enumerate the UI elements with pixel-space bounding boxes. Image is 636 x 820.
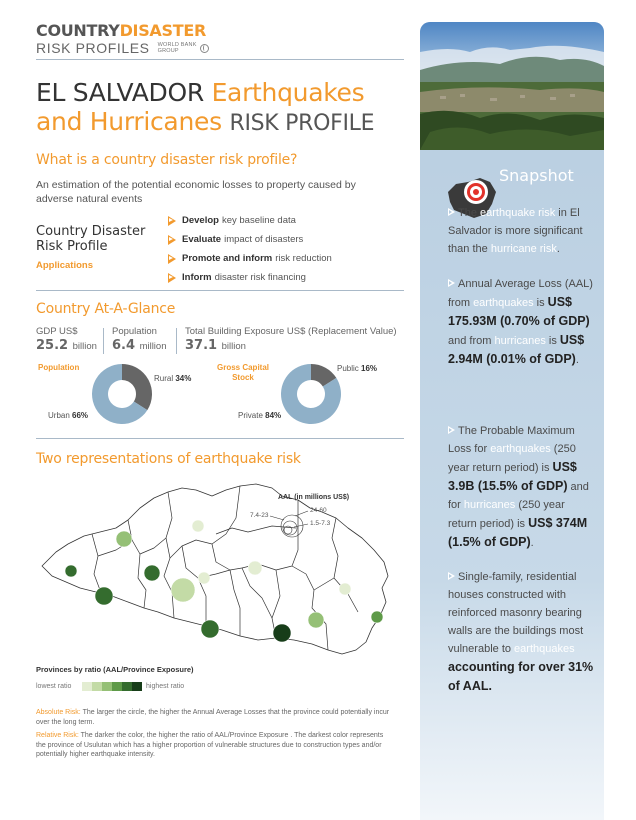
- gdp-number: 25.2: [36, 338, 69, 353]
- slice-value: 34%: [175, 374, 192, 383]
- item-text: disaster risk financing: [214, 272, 306, 283]
- slice-name: Urban: [48, 411, 70, 420]
- gdp-label: GDP US$: [36, 326, 78, 337]
- gdp-stat: [36, 326, 97, 355]
- absolute-risk-text: The larger the circle, the higher the Annual Average Losses that the province could potentially incur over the long term.: [36, 709, 390, 726]
- province-marker: [339, 583, 351, 595]
- item-text: key baseline data: [221, 215, 296, 226]
- globe-icon: [200, 44, 209, 53]
- legend-swatch: [92, 682, 102, 691]
- snapshot-point-4: [448, 568, 594, 696]
- stock-title-line1: Gross Capital: [216, 363, 269, 372]
- legend-swatch: [102, 682, 112, 691]
- logo-subtitle: [36, 40, 209, 56]
- relative-risk-label: Relative Risk:: [36, 732, 79, 739]
- divider: [36, 290, 404, 291]
- province-marker: [308, 612, 324, 628]
- donut-slice-rural: [122, 364, 152, 410]
- emphasis: US$ 3.9B (15.5% of GDP): [448, 460, 577, 493]
- urban-label: [48, 411, 88, 420]
- triangle-bullet-icon: [448, 426, 455, 434]
- list-item: [168, 249, 332, 268]
- text: (250 year return period) is: [448, 443, 576, 474]
- divider: [36, 438, 404, 439]
- triangle-bullet-icon: [168, 254, 176, 264]
- slice-value: 16%: [361, 364, 378, 373]
- gdp-value: [36, 338, 97, 355]
- province-marker: [171, 578, 195, 602]
- profile-line2: Risk Profile: [36, 239, 108, 254]
- triangle-bullet-icon: [448, 572, 455, 580]
- logo-disaster: DISASTER: [119, 21, 207, 40]
- province-marker: [65, 565, 77, 577]
- province-marker: [144, 565, 160, 581]
- applications-label: Applications: [36, 260, 94, 271]
- aal-legend-label: 24-60: [310, 507, 327, 514]
- text: in El Salvador is more significant than the: [448, 207, 583, 255]
- slice-name: Public: [337, 364, 359, 373]
- emphasis: US$ 2.94M (0.01% of GDP): [448, 333, 585, 366]
- exposure-stat: [185, 326, 397, 355]
- quake-heading: Two representations of earthquake risk: [36, 451, 301, 467]
- slice-value: 66%: [72, 411, 89, 420]
- snapshot-point-3: [448, 422, 594, 552]
- relative-risk-text: The darker the color, the higher the ratio of AAL/Province Exposure . The darkest color represents the province of Usulutan which has a higher proportion of vulnerable structures due to construction types and/or potentially higher earthquake intensity.: [36, 732, 384, 758]
- legend-swatch: [132, 682, 142, 691]
- emphasis: US$ 175.93M (0.70% of GDP): [448, 295, 590, 328]
- snapshot-point-2: [448, 275, 594, 369]
- text: The: [458, 207, 481, 219]
- logo-country: COUNTRY: [36, 21, 120, 40]
- highlight: earthquakes: [490, 443, 551, 455]
- highlight: earthquakes: [473, 297, 534, 309]
- ratio-legend-title: Provinces by ratio (AAL/Province Exposure): [36, 665, 194, 674]
- landscape-photo: [420, 22, 604, 150]
- emphasis: US$ 374M (1.5% of GDP): [448, 516, 588, 549]
- profile-line1: Country Disaster: [36, 224, 146, 239]
- item-text: impact of disasters: [224, 234, 304, 245]
- province-marker: [198, 572, 210, 584]
- public-label: [337, 364, 377, 373]
- title-hazard1: Earthquakes: [211, 78, 365, 107]
- province-marker: [192, 520, 204, 532]
- relative-risk-note: [36, 731, 392, 760]
- stock-title-line2: Stock: [232, 373, 254, 382]
- text: Single-family, residential houses constructed with reinforced masonry bearing walls are the buildings most vulnerable to: [448, 571, 584, 655]
- title-country: EL SALVADOR: [36, 78, 204, 107]
- profile-label: [36, 224, 145, 254]
- item-bold: Develop: [182, 215, 219, 226]
- text: is: [533, 297, 548, 309]
- list-item: [168, 230, 332, 249]
- legend-swatch: [82, 682, 92, 691]
- population-chart-title: Population: [38, 363, 80, 372]
- divider: [176, 328, 177, 354]
- text: is: [545, 335, 560, 347]
- what-is-heading: What is a country disaster risk profile?: [36, 152, 298, 168]
- highlight: earthquake risk: [480, 207, 556, 219]
- emphasis: .: [488, 679, 492, 693]
- snapshot-sidebar: [420, 22, 604, 820]
- logo-title: [36, 22, 209, 40]
- stock-chart-title: [214, 363, 272, 383]
- exposure-number: 37.1: [185, 338, 218, 353]
- province-marker: [116, 531, 132, 547]
- text: (250 year return period) is: [448, 499, 565, 530]
- divider: [103, 328, 104, 354]
- item-bold: Evaluate: [182, 234, 222, 245]
- wb-line2: GROUP: [157, 48, 179, 54]
- snapshot-title: Snapshot: [499, 166, 574, 185]
- text: The Probable Maximum Loss for: [448, 425, 575, 455]
- text: .: [575, 354, 579, 366]
- divider: [36, 59, 404, 60]
- rural-label: [154, 374, 191, 383]
- text: .: [556, 243, 560, 255]
- stock-donut-chart: [279, 362, 343, 426]
- highlight: hurricanes: [463, 499, 516, 511]
- exposure-value: [185, 338, 397, 355]
- slice-name: Private: [238, 411, 263, 420]
- text: and from: [448, 335, 495, 347]
- exposure-unit: billion: [221, 341, 246, 352]
- world-bank-mark: [158, 42, 197, 54]
- emphasis: accounting for over 31% of AAL: [448, 660, 594, 693]
- item-text: risk reduction: [275, 253, 332, 264]
- applications-list: [168, 211, 332, 287]
- slice-name: Rural: [154, 374, 174, 383]
- highlight: hurricanes: [494, 335, 546, 347]
- legend-swatch: [112, 682, 122, 691]
- legend-swatch: [122, 682, 132, 691]
- item-bold: Inform: [182, 272, 212, 283]
- triangle-bullet-icon: [168, 235, 176, 245]
- province-marker: [201, 620, 219, 638]
- aal-legend-title: AAL (in millions US$): [278, 494, 350, 501]
- logo-risk-profiles: RISK PROFILES: [36, 40, 150, 56]
- population-label: Population: [112, 326, 157, 337]
- page-title: [36, 78, 406, 138]
- gdp-unit: billion: [72, 341, 97, 352]
- population-donut-chart: [90, 362, 154, 426]
- el-salvador-map: [36, 478, 396, 662]
- province-marker: [248, 561, 262, 575]
- province-marker: [95, 587, 113, 605]
- snapshot-point-1: [448, 204, 594, 258]
- wb-line1: WORLD BANK: [157, 42, 197, 48]
- legend-low-label: lowest ratio: [36, 683, 72, 690]
- population-stat: [112, 326, 167, 355]
- province-marker: [273, 624, 291, 642]
- item-bold: Promote and inform: [182, 253, 273, 264]
- what-is-text: An estimation of the potential economic losses to property caused by adverse natural events: [36, 179, 356, 205]
- absolute-risk-note: [36, 708, 392, 727]
- logo: [36, 22, 209, 56]
- triangle-bullet-icon: [448, 279, 455, 287]
- triangle-bullet-icon: [448, 208, 455, 216]
- list-item: [168, 211, 332, 230]
- aal-legend-label: 7.4-23: [250, 512, 269, 519]
- text: and for: [448, 481, 589, 511]
- highlight: hurricane risk: [490, 243, 557, 255]
- triangle-bullet-icon: [168, 273, 176, 283]
- absolute-risk-label: Absolute Risk:: [36, 709, 81, 716]
- triangle-bullet-icon: [168, 216, 176, 226]
- population-number: 6.4: [112, 338, 136, 353]
- legend-high-label: highest ratio: [146, 683, 185, 690]
- population-unit: million: [139, 341, 167, 352]
- private-label: [238, 411, 281, 420]
- aal-legend-label: 1.5-7.3: [310, 520, 331, 527]
- text: Annual Average Loss (AAL) from: [448, 278, 593, 309]
- text: .: [530, 537, 534, 549]
- title-suffix: RISK PROFILE: [229, 111, 375, 136]
- glance-heading: Country At-A-Glance: [36, 301, 176, 317]
- title-hazard2: and Hurricanes: [36, 107, 222, 136]
- exposure-label: Total Building Exposure US$ (Replacement Value): [185, 326, 397, 337]
- highlight: earthquakes: [514, 643, 575, 655]
- province-marker: [371, 611, 383, 623]
- slice-value: 84%: [265, 411, 282, 420]
- list-item: [168, 268, 332, 287]
- population-value: [112, 338, 167, 355]
